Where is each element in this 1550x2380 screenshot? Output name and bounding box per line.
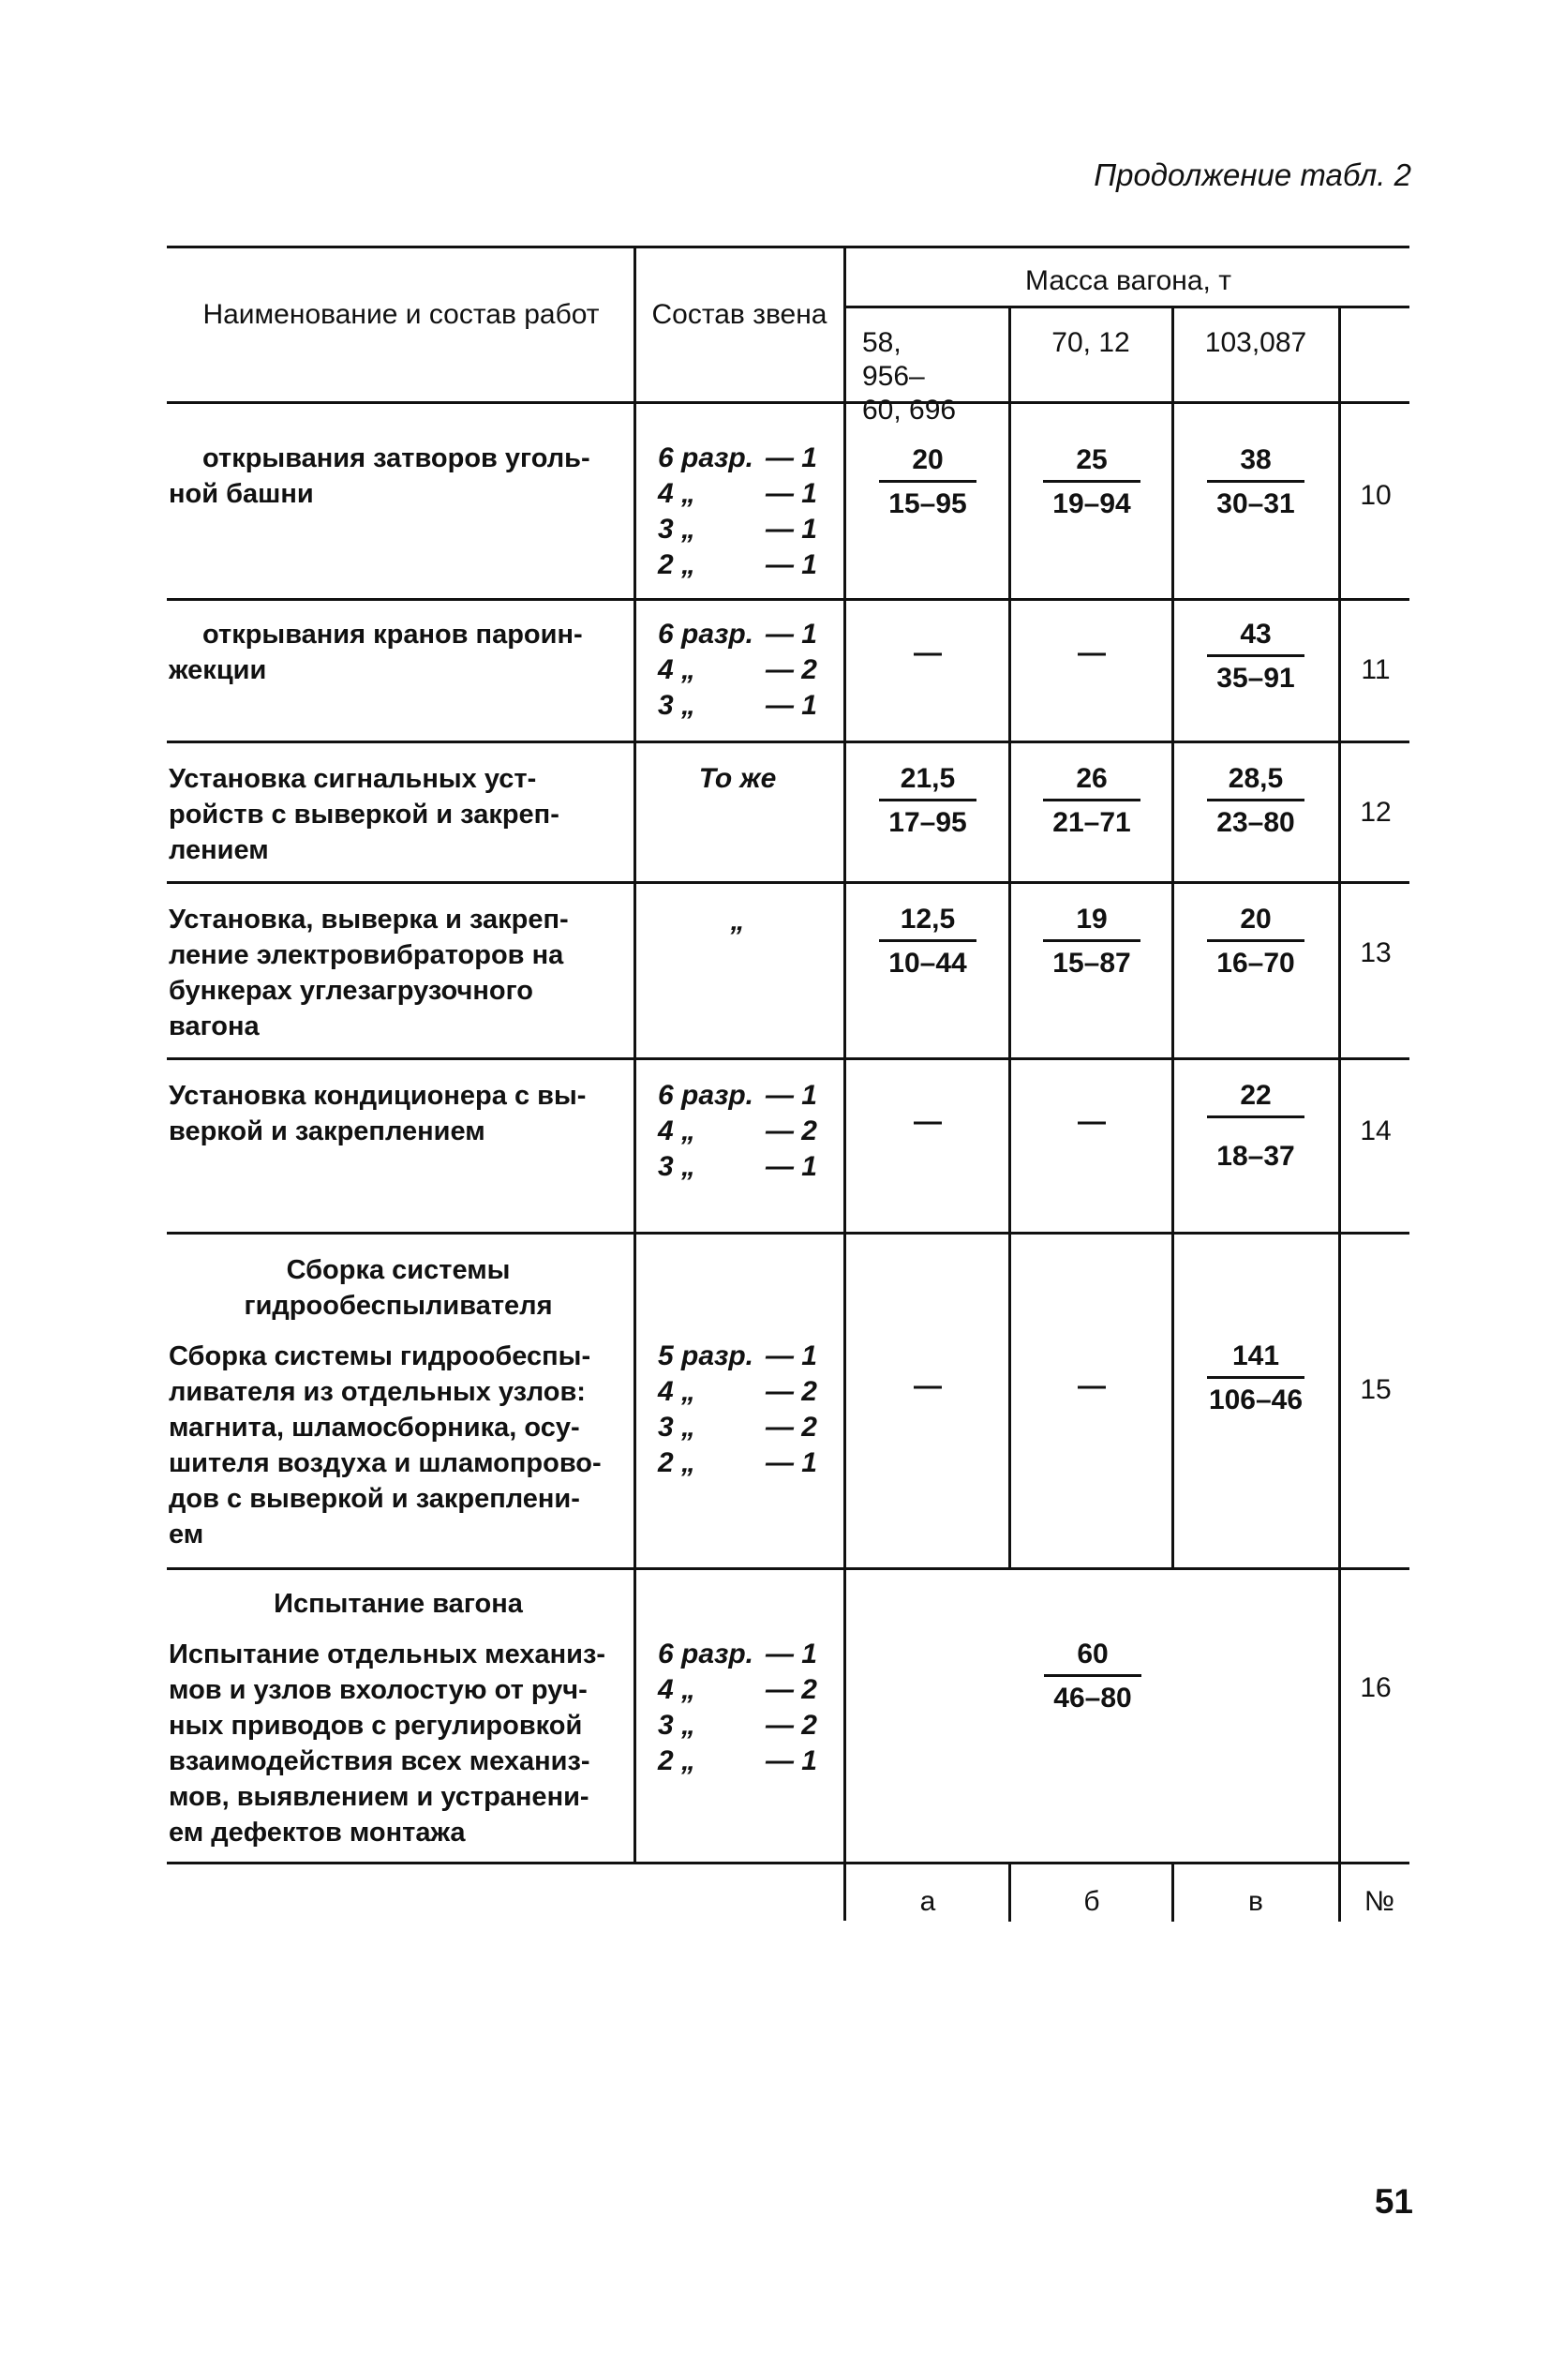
frac-den: 16–70 <box>1216 948 1295 979</box>
crew-count: — 1 <box>765 1745 817 1776</box>
frac-num: 43 <box>1240 619 1272 650</box>
frac-bar <box>1207 939 1304 942</box>
crew-count: — 1 <box>765 514 817 545</box>
frac-den: 30–31 <box>1216 488 1295 519</box>
page-number: 51 <box>1374 2182 1413 2221</box>
rule-row-12 <box>167 881 1409 884</box>
row-14-number: 14 <box>1360 1115 1392 1146</box>
crew-grade: 3 „ <box>658 1151 696 1182</box>
frac-den: 106–46 <box>1208 1385 1304 1415</box>
header-col-c: 103,087 <box>1204 327 1307 358</box>
row-15-section-title: Сборка системы гидрообеспыливателя <box>244 1255 553 1321</box>
row-11-name: открывания кранов пароин- жекции <box>169 620 583 685</box>
frac-bar <box>1207 1115 1304 1118</box>
frac-bar <box>1043 480 1140 483</box>
crew-count: — 1 <box>765 478 817 509</box>
row-12-col-c <box>1175 761 1336 841</box>
row-10-name: открывания затворов уголь- ной башни <box>169 443 590 509</box>
frac-num: 60 <box>1077 1639 1109 1669</box>
frac-num: 19 <box>1076 904 1108 935</box>
footer-col-c: в <box>1248 1886 1263 1917</box>
crew-grade: 3 „ <box>658 514 696 545</box>
row-16-number: 16 <box>1360 1672 1392 1703</box>
crew-line <box>658 1078 817 1114</box>
crew-line <box>658 1149 817 1185</box>
frac-bar <box>1207 1376 1304 1379</box>
crew-grade: 4 „ <box>658 1674 696 1705</box>
rule-mass-sub <box>845 306 1409 308</box>
crew-grade: 6 разр. <box>658 1639 753 1669</box>
row-14-col-a: — <box>914 1106 942 1137</box>
table-caption: Продолжение табл. 2 <box>1094 157 1411 192</box>
crew-count: — 1 <box>765 549 817 580</box>
crew-grade: 6 разр. <box>658 442 753 473</box>
row-15-col-b: — <box>1078 1370 1106 1401</box>
crew-grade: 6 разр. <box>658 619 753 650</box>
frac-num: 22 <box>1240 1080 1272 1111</box>
row-13-col-b <box>1012 902 1171 981</box>
frac-num: 20 <box>912 444 944 475</box>
footer-col-no: № <box>1364 1886 1395 1917</box>
crew-grade: 4 „ <box>658 1115 696 1146</box>
rule-row-13 <box>167 1057 1409 1060</box>
crew-grade: 3 „ <box>658 1710 696 1741</box>
crew-line <box>658 1744 817 1779</box>
crew-grade: 2 „ <box>658 1745 696 1776</box>
row-14-col-b: — <box>1078 1106 1106 1137</box>
frac-den: 23–80 <box>1216 807 1295 838</box>
frac-num: 141 <box>1231 1340 1280 1371</box>
crew-line <box>658 617 817 652</box>
row-14-name: Установка кондиционера с вы- веркой и закреплением <box>169 1081 587 1146</box>
frac-den: 15–87 <box>1052 948 1131 979</box>
row-11-col-b: — <box>1078 637 1106 668</box>
crew-grade: 2 „ <box>658 1447 696 1478</box>
crew-line <box>658 512 817 547</box>
frac-bar <box>879 939 976 942</box>
row-13-col-a <box>847 902 1008 981</box>
row-16-col-abc <box>847 1637 1338 1716</box>
frac-den: 19–94 <box>1052 488 1131 519</box>
crew-line <box>658 547 817 583</box>
crew-grade: 4 „ <box>658 654 696 685</box>
row-10-crew <box>658 441 817 583</box>
row-12-number: 12 <box>1360 797 1392 828</box>
crew-count: — 2 <box>765 1115 817 1146</box>
row-12-name: Установка сигнальных уст- ройств с выверкой и закреп- лением <box>169 764 559 865</box>
frac-num: 28,5 <box>1228 763 1284 794</box>
crew-line <box>658 441 817 476</box>
row-15-name: Сборка системы гидрообеспы- ливателя из отдельных узлов: магнита, шламосборника, осу- шителя воздуха и шламопрово- дов с выверкой и закреплени- ем <box>169 1341 602 1549</box>
row-11-number: 11 <box>1361 654 1391 685</box>
rule-row-11 <box>167 741 1409 743</box>
rule-header-bottom <box>167 401 1409 404</box>
crew-grade: 3 „ <box>658 690 696 721</box>
rule-v-a-upper <box>1008 306 1011 1567</box>
crew-grade: 2 „ <box>658 549 696 580</box>
crew-count: — 1 <box>765 690 817 721</box>
crew-grade: 6 разр. <box>658 1080 753 1111</box>
frac-den: 15–95 <box>888 488 967 519</box>
crew-count: — 1 <box>765 1080 817 1111</box>
header-name: Наименование и состав работ <box>202 299 600 330</box>
crew-count: — 2 <box>765 1376 817 1407</box>
rule-v-c-row16 <box>1338 1567 1341 1862</box>
crew-line <box>658 688 817 724</box>
crew-line <box>658 1114 817 1149</box>
header-mass: Масса вагона, т <box>1025 265 1231 296</box>
frac-bar <box>879 799 976 801</box>
header-col-a: 58, 956– 60, 696 <box>862 327 957 426</box>
row-15-col-c <box>1175 1339 1336 1418</box>
crew-line <box>658 1445 817 1481</box>
crew-count: — 2 <box>765 1412 817 1443</box>
crew-count: — 1 <box>765 1340 817 1371</box>
rule-v-crew <box>843 246 846 1921</box>
crew-count: — 1 <box>765 442 817 473</box>
crew-count: — 2 <box>765 1710 817 1741</box>
row-10-col-c <box>1175 442 1336 522</box>
rule-row-15 <box>167 1567 1409 1570</box>
row-16-name: Испытание отдельных механиз- мов и узлов вхолостую от руч- ных приводов с регулировкой взаимодействия всех механиз- мов, выявлением и устранени- ем дефектов монтажа <box>169 1639 606 1848</box>
row-14-crew <box>658 1078 817 1185</box>
frac-num: 12,5 <box>900 904 956 935</box>
rule-v-c-foot <box>1338 1862 1341 1922</box>
row-15-col-a: — <box>914 1370 942 1401</box>
frac-bar <box>1207 654 1304 657</box>
row-16-section-title: Испытание вагона <box>274 1589 523 1619</box>
rule-row-14 <box>167 1232 1409 1235</box>
row-12-crew: То же <box>698 763 777 794</box>
frac-bar <box>1044 1674 1141 1677</box>
crew-grade: 4 „ <box>658 478 696 509</box>
rule-bottom <box>167 1862 1409 1864</box>
crew-line <box>658 1672 817 1708</box>
rule-v-b-foot <box>1171 1862 1174 1922</box>
crew-count: — 2 <box>765 654 817 685</box>
crew-grade: 3 „ <box>658 1412 696 1443</box>
rule-v-b-upper <box>1171 306 1174 1567</box>
crew-line <box>658 1708 817 1744</box>
rule-v-name <box>633 246 636 1862</box>
row-10-number: 10 <box>1360 480 1392 511</box>
row-13-col-c <box>1175 902 1336 981</box>
row-11-crew <box>658 617 817 724</box>
crew-line <box>658 1410 817 1445</box>
row-11-col-c <box>1175 617 1336 696</box>
crew-line <box>658 476 817 512</box>
crew-count: — 1 <box>765 619 817 650</box>
row-13-crew: „ <box>730 906 745 936</box>
footer-col-b: б <box>1083 1886 1100 1917</box>
row-12-col-b <box>1012 761 1171 841</box>
frac-num: 38 <box>1240 444 1272 475</box>
row-15-number: 15 <box>1360 1374 1392 1405</box>
frac-bar <box>1043 799 1140 801</box>
row-12-col-a <box>847 761 1008 841</box>
frac-bar <box>1207 480 1304 483</box>
crew-grade: 5 разр. <box>658 1340 753 1371</box>
frac-bar <box>1207 799 1304 801</box>
frac-den: 21–71 <box>1052 807 1131 838</box>
frac-den: 46–80 <box>1053 1683 1132 1714</box>
row-13-number: 13 <box>1360 937 1392 968</box>
frac-den: 10–44 <box>888 948 967 979</box>
frac-num: 25 <box>1076 444 1108 475</box>
crew-line <box>658 1374 817 1410</box>
crew-grade: 4 „ <box>658 1376 696 1407</box>
frac-num: 20 <box>1240 904 1272 935</box>
header-crew: Состав звена <box>651 299 827 330</box>
crew-count: — 2 <box>765 1674 817 1705</box>
crew-line <box>658 1339 817 1374</box>
rule-top <box>167 246 1409 248</box>
row-10-col-b <box>1012 442 1171 522</box>
row-10-col-a <box>847 442 1008 522</box>
row-15-crew <box>658 1339 817 1481</box>
crew-count: — 1 <box>765 1447 817 1478</box>
row-16-crew <box>658 1637 817 1779</box>
row-11-col-a: — <box>914 637 942 668</box>
rule-v-a-foot <box>1008 1862 1011 1922</box>
rule-row-10 <box>167 598 1409 601</box>
frac-den: 17–95 <box>888 807 967 838</box>
frac-num: 26 <box>1076 763 1108 794</box>
frac-bar <box>879 480 976 483</box>
row-13-name: Установка, выверка и закреп- ление электровибраторов на бункерах углезагрузочного вагона <box>169 905 569 1041</box>
header-col-b: 70, 12 <box>1051 327 1130 358</box>
footer-col-a: а <box>919 1886 936 1917</box>
frac-bar <box>1043 939 1140 942</box>
crew-count: — 1 <box>765 1639 817 1669</box>
row-14-col-c <box>1175 1078 1336 1175</box>
frac-den: 35–91 <box>1216 663 1295 694</box>
crew-line <box>658 652 817 688</box>
crew-line <box>658 1637 817 1672</box>
frac-num: 21,5 <box>900 763 956 794</box>
frac-den: 18–37 <box>1216 1141 1295 1172</box>
crew-count: — 1 <box>765 1151 817 1182</box>
